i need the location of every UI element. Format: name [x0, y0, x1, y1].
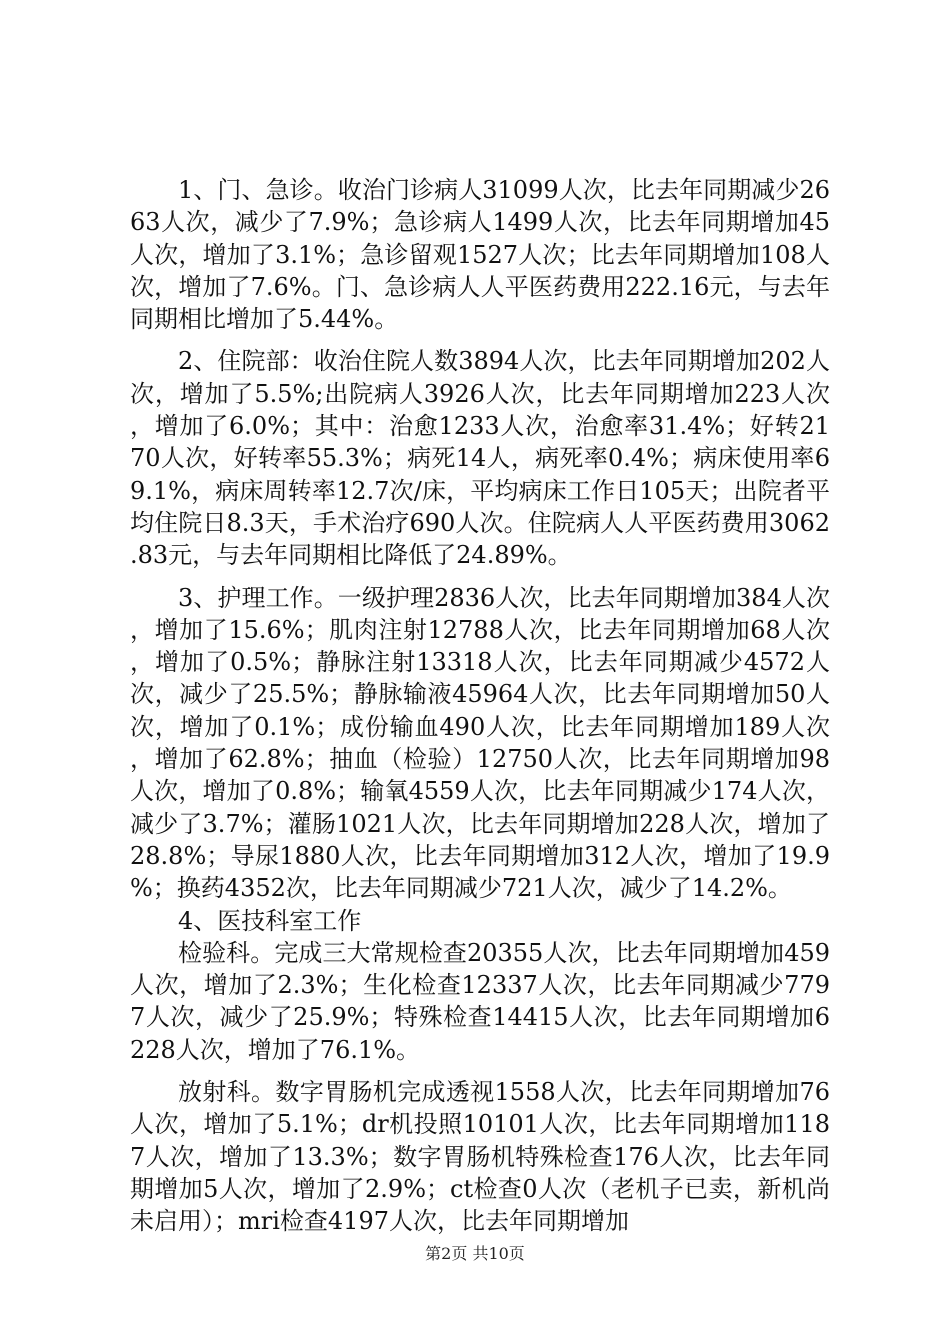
- paragraph-laboratory: 检验科。完成三大常规检查20355人次，比去年同期增加459人次，增加了2.3%；生化检查12337人次，比去年同期减少7797人次，减少了25.9%；特殊检查14415人次，比去年同期增加6228人次，增加了76.1%。: [130, 938, 830, 1064]
- page-footer: 第2页 共10页: [425, 1244, 525, 1263]
- paragraph-medical-tech-heading: 4、医技科室工作: [178, 906, 362, 935]
- paragraph-inpatient: 2、住院部：收治住院人数3894人次，比去年同期增加202人次，增加了5.5%;出院病人3926人次，比去年同期增加223人次，增加了6.0%；其中：治愈1233人次，治愈率31.4%；好转2170人次，好转率55.3%；病死14人，病死率0.4%；病床使用率69.1%，病床周转率12.7次/床，平均病床工作日105天；出院者平均住院日8.3天，手术治疗690人次。住院病人人平医药费用3062.83元，与去年同期相比降低了24.89%。: [130, 347, 830, 570]
- paragraph-outpatient-emergency: 1、门、急诊。收治门诊病人31099人次，比去年同期减少2663人次，减少了7.9%；急诊病人1499人次，比去年同期增加45人次，增加了3.1%；急诊留观1527人次；比去年同期增加108人次，增加了7.6%。门、急诊病人人平医药费用222.16元，与去年同期相比增加了5.44%。: [130, 176, 830, 334]
- paragraph-nursing: 3、护理工作。一级护理2836人次，比去年同期增加384人次，增加了15.6%；肌肉注射12788人次，比去年同期增加68人次，增加了0.5%；静脉注射13318人次，比去年同期减少4572人次，减少了25.5%；静脉输液45964人次，比去年同期增加50人次，增加了0.1%；成份输血490人次，比去年同期增加189人次，增加了62.8%；抽血（检验）12750人次，比去年同期增加98人次，增加了0.8%；输氧4559人次，比去年同期减少174人次，减少了3.7%；灌肠1021人次，比去年同期增加228人次，增加了28.8%；导尿1880人次，比去年同期增加312人次，增加了19.9%；换药4352次，比去年同期减少721人次，减少了14.2%。: [130, 583, 830, 903]
- document-body: [130, 174, 830, 1238]
- paragraph-radiology: 放射科。数字胃肠机完成透视1558人次，比去年同期增加76人次，增加了5.1%；dr机投照10101人次，比去年同期增加1187人次，增加了13.3%；数字胃肠机特殊检查176人次，比去年同期增加5人次，增加了2.9%；ct检查0人次（老机子已卖，新机尚未启用）；mri检查4197人次，比去年同期增加: [130, 1078, 830, 1236]
